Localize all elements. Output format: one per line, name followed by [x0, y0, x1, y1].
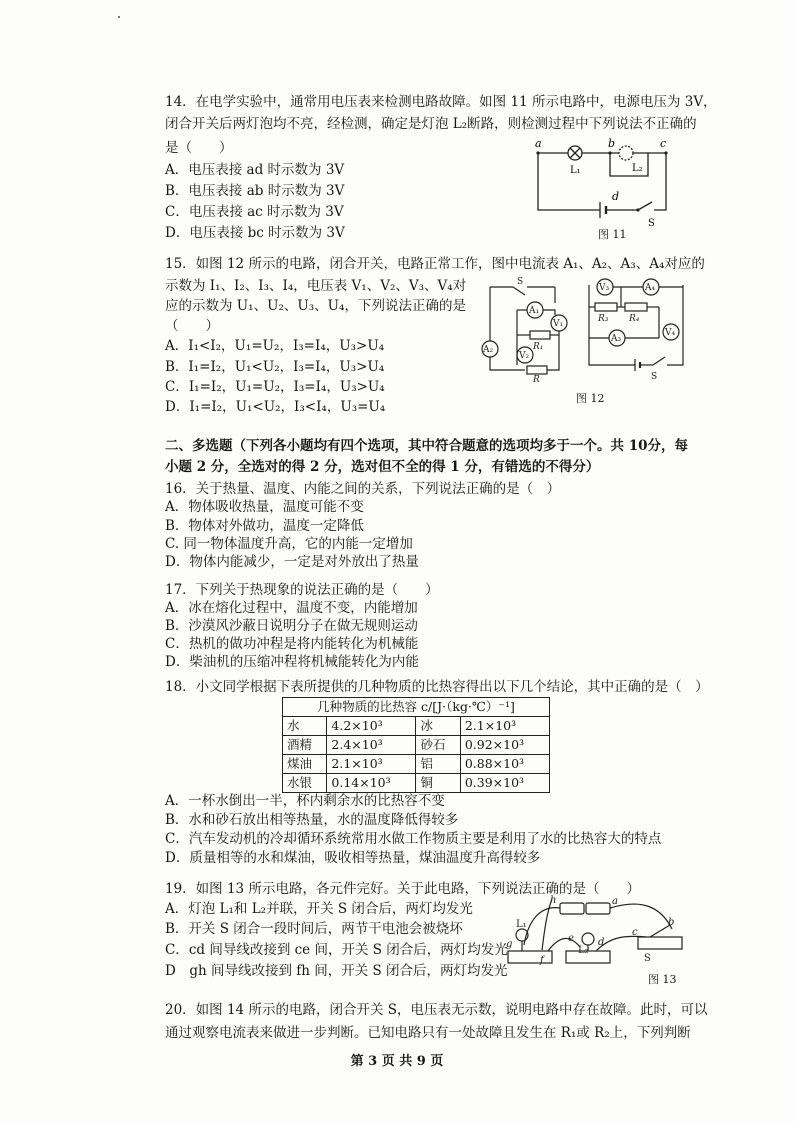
table-cell: 2.1×10³: [327, 755, 416, 774]
specific-heat-table-title: 几种物质的比热容 c/[J·（kg·℃）⁻¹]: [283, 698, 550, 717]
figure-11-circuit: [520, 138, 680, 238]
fig11-label-a: a: [535, 138, 542, 150]
figure-13-caption: 图 13: [648, 973, 677, 986]
figure-12-circuits: [455, 275, 695, 383]
fig12-label-r1: R₁: [533, 342, 544, 352]
q14-option-a: A．电压表接 ad 时示数为 3V: [165, 162, 345, 178]
figure-12: [455, 275, 695, 405]
table-cell: 水: [283, 717, 327, 736]
q16-option-d: D．物体内能减少，一定是对外放出了热量: [165, 554, 419, 570]
q14-stem-line-2: 闭合开关后两灯泡均不亮，经检测，确定是灯泡 L₂断路，则检测过程中下列说法不正确的: [165, 116, 697, 132]
fig11-label-d: d: [612, 190, 620, 203]
table-cell: 冰: [416, 717, 460, 736]
fig12-label-r3: R₃: [598, 314, 609, 324]
fig11-label-c: c: [660, 138, 667, 150]
q14-stem-line-3: 是（ ）: [165, 140, 233, 156]
fig12-label-r4: R₄: [629, 314, 640, 324]
table-cell: 0.39×10³: [460, 774, 549, 793]
fig12-label-r: R: [533, 375, 540, 383]
table-cell: 酒精: [283, 736, 327, 755]
q17-option-d: D．柴油机的压缩冲程将机械能转化为内能: [165, 654, 419, 670]
figure-13: [500, 895, 690, 986]
table-cell: 砂石: [416, 736, 460, 755]
scan-speck: [118, 16, 120, 18]
figure-12-caption: 图 12: [576, 392, 605, 405]
fig13-label-s: S: [644, 953, 651, 964]
q15-option-d: D．I₁=I₂，U₁<U₂，I₃<I₄，U₃=U₄: [165, 399, 386, 415]
page-footer: 第 3 页 共 9 页: [350, 1054, 444, 1069]
table-row: [283, 736, 550, 755]
q17-stem: 17．下列关于热现象的说法正确的是（ ）: [165, 582, 439, 598]
table-row: [283, 774, 550, 793]
q18-option-a: A．一杯水倒出一半，杯内剩余水的比热容不变: [165, 793, 445, 809]
fig11-label-l1: L₁: [570, 165, 581, 176]
q20-stem-line-2: 通过观察电流表来做进一步判断。已知电路只有一处故障且发生在 R₁或 R₂上，下列判断: [165, 1025, 691, 1041]
q20-stem-line-1: 20．如图 14 所示的电路，闭合开关 S，电压表无示数，说明电路中存在故障。此时，可以: [165, 1002, 708, 1018]
q19-option-c: C．cd 间导线改接到 ce 间，开关 S 闭合后，两灯均发光: [165, 942, 508, 958]
q15-stem-line-3: 应的示数为 U₁、U₂、U₃、U₄，下列说法正确的是: [165, 298, 466, 314]
q15-option-b: B．I₁=I₂，U₁<U₂，I₃=I₄，U₃>U₄: [165, 359, 385, 375]
specific-heat-table: [282, 697, 550, 793]
table-row: [283, 717, 550, 736]
q14-stem-line-1: 14．在电学实验中，通常用电压表来检测电路故障。如图 11 所示电路中，电源电压为 3V，: [165, 94, 717, 110]
table-cell: 铝: [416, 755, 460, 774]
fig12-label-a3: A₃: [611, 334, 622, 344]
table-cell: 铜: [416, 774, 460, 793]
table-cell: 2.1×10³: [460, 717, 549, 736]
q19-option-a: A．灯泡 L₁和 L₂并联，开关 S 闭合后，两灯均发光: [165, 901, 473, 917]
q19-stem: 19．如图 13 所示电路，各元件完好。关于此电路，下列说法正确的是（ ）: [165, 881, 640, 897]
q16-option-a: A．物体吸收热量，温度可能不变: [165, 499, 364, 515]
table-cell: 水银: [283, 774, 327, 793]
fig13-label-e: e: [568, 933, 574, 944]
fig13-label-c: c: [632, 927, 638, 938]
table-cell: 4.2×10³: [327, 717, 416, 736]
q17-option-b: B．沙漠风沙蔽日说明分子在做无规则运动: [165, 618, 418, 634]
q18-option-b: B．水和砂石放出相等热量，水的温度降低得较多: [165, 812, 459, 828]
figure-11: [520, 138, 680, 241]
q19-option-d: D gh 间导线改接到 fh 间，开关 S 闭合后，两灯均发光: [165, 963, 508, 979]
table-cell: 煤油: [283, 755, 327, 774]
fig11-label-s: S: [648, 218, 655, 229]
q15-stem-line-2: 示数为 I₁、I₂、I₃、I₄，电压表 V₁、V₂、V₃、V₄对: [165, 278, 467, 294]
table-cell: 0.88×10³: [460, 755, 549, 774]
q15-option-c: C．I₁=I₂，U₁=U₂，I₃=I₄，U₃>U₄: [165, 379, 385, 395]
section-2-heading-line-1: 二、多选题（下列各小题均有四个选项，其中符合题意的选项均多于一个。共 10分，每: [165, 438, 688, 454]
fig13-label-a: a: [612, 896, 618, 907]
q15-stem-line-1: 15．如图 12 所示的电路，闭合开关，电路正常工作，图中电流表 A₁、A₂、A₃、A₄对应的: [165, 256, 705, 272]
figure-11-caption: 图 11: [598, 228, 627, 241]
fig13-label-b: b: [668, 917, 675, 928]
q18-stem: 18．小文同学根据下表所提供的几种物质的比热容得出以下几个结论，其中正确的是（ ）: [165, 679, 709, 695]
q17-option-c: C．热机的做功冲程是将内能转化为机械能: [165, 636, 419, 652]
q16-stem: 16．关于热量、温度、内能之间的关系，下列说法正确的是（ ）: [165, 481, 561, 497]
section-2-heading-line-2: 小题 2 分，全选对的得 2 分，选对但不全的得 1 分，有错选的不得分）: [165, 459, 600, 475]
table-row: [283, 755, 550, 774]
fig13-label-l1: L₁: [516, 919, 527, 930]
fig12-label-v1: V₁: [553, 319, 564, 329]
fig12-label-v2: V₂: [519, 351, 530, 361]
table-cell: 0.14×10³: [327, 774, 416, 793]
fig13-label-g: g: [506, 939, 513, 950]
q19-option-b: B．开关 S 闭合一段时间后，两节干电池会被烧坏: [165, 921, 463, 937]
q14-option-d: D．电压表接 bc 时示数为 3V: [165, 225, 345, 241]
fig11-label-l2: L₂: [632, 163, 643, 174]
fig12-label-v4: V₄: [665, 328, 676, 338]
fig12-label-v3: V₃: [599, 283, 610, 293]
table-cell: 2.4×10³: [327, 736, 416, 755]
fig11-label-b: b: [608, 138, 616, 150]
fig12-label-s-right: S: [651, 372, 658, 382]
fig12-label-a2: A₂: [483, 345, 494, 355]
q14-option-b: B．电压表接 ab 时示数为 3V: [165, 183, 345, 199]
fig12-label-a4: A₄: [645, 283, 656, 293]
q18-option-c: C．汽车发动机的冷却循环系统常用水做工作物质主要是利用了水的比热容大的特点: [165, 831, 662, 847]
q16-option-c: C. 同一物体温度升高，它的内能一定增加: [165, 536, 413, 552]
fig12-label-a1: A₁: [529, 306, 540, 316]
q16-option-b: B．物体对外做功，温度一定降低: [165, 518, 364, 534]
q17-option-a: A．冰在熔化过程中，温度不变，内能增加: [165, 600, 418, 616]
fig13-label-h: h: [550, 895, 557, 906]
q18-option-d: D．质量相等的水和煤油，吸收相等热量，煤油温度升高得较多: [165, 850, 541, 866]
q15-stem-line-4: （ ）: [165, 318, 219, 334]
figure-13-physical-circuit: [500, 895, 690, 983]
fig13-label-l2: L₂: [578, 945, 589, 956]
table-cell: 0.92×10³: [460, 736, 549, 755]
fig13-label-f: f: [540, 955, 544, 966]
q14-option-c: C．电压表接 ac 时示数为 3V: [165, 204, 344, 220]
fig12-label-s-left: S: [517, 277, 524, 287]
q15-option-a: A．I₁<I₂，U₁=U₂，I₃=I₄，U₃>U₄: [165, 338, 385, 354]
fig13-label-d: d: [598, 937, 605, 948]
